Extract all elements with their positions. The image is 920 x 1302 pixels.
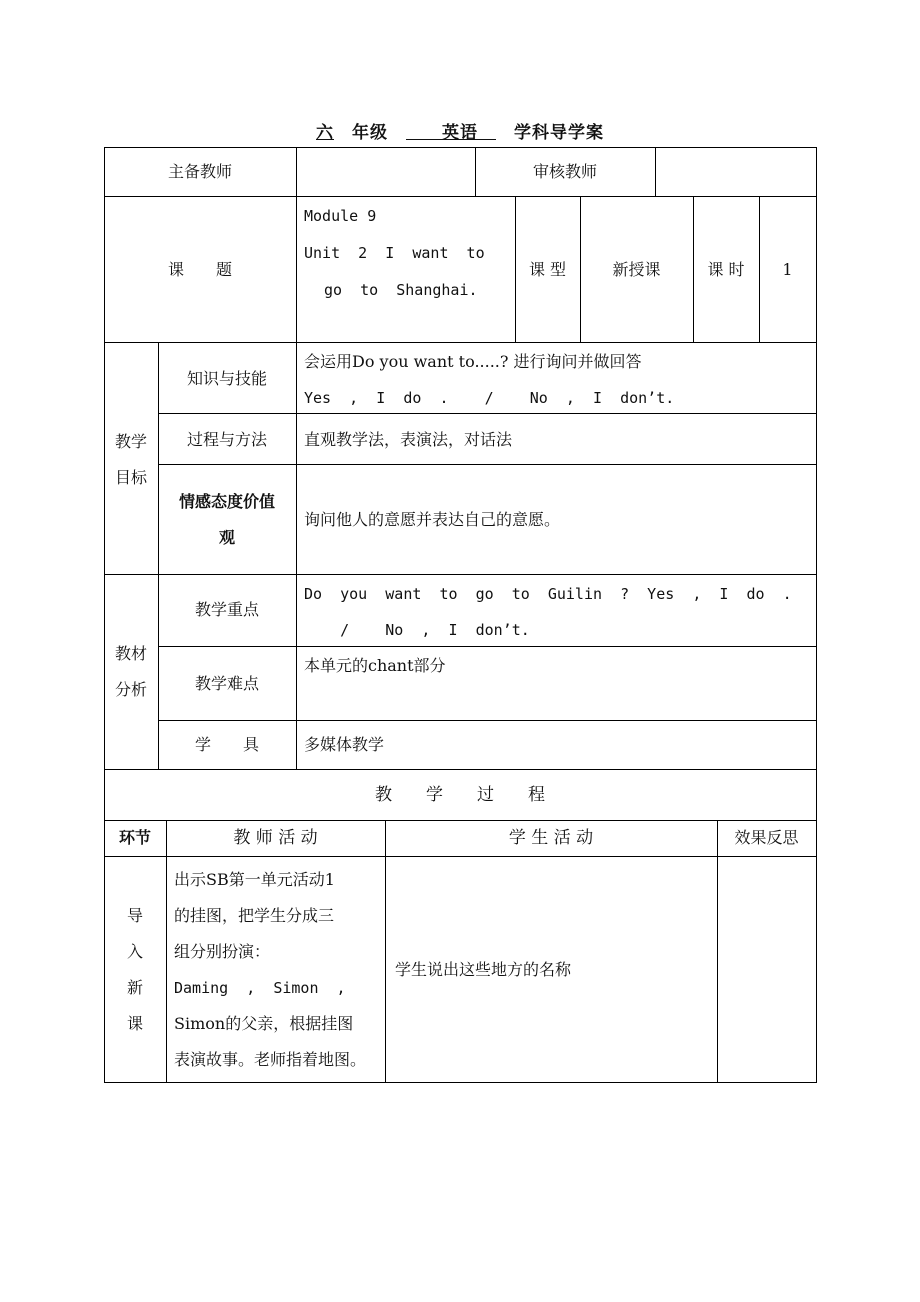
header-teacher: 教 师 活 动: [233, 828, 318, 848]
goal-knowledge-line-1: 会运用Do you want to.....? 进行询问并做回答: [304, 352, 642, 371]
goal-label-process: 过程与方法: [186, 430, 267, 449]
topic-line-2: Unit 2 I want to: [304, 244, 485, 262]
period-label: 课 时: [707, 260, 745, 279]
analysis-key-line-1: Do you want to go to Guilin ? Yes , I do .: [304, 585, 792, 603]
grade: 六: [316, 123, 334, 143]
type-label: 课 型: [528, 260, 567, 279]
goal-label-knowledge: 知识与技能: [186, 369, 267, 388]
student-activity: 学生说出这些地方的名称: [395, 960, 572, 979]
teacher-line: 组分别扮演：: [174, 942, 271, 961]
lead-teacher-label: 主备教师: [167, 162, 232, 181]
topic-line-3: go to Shanghai.: [324, 281, 478, 299]
goals-group-label: 教学 目标: [114, 432, 147, 487]
analysis-label-tools: 学 具: [194, 735, 259, 754]
topic-line-1: Module 9: [304, 207, 377, 225]
period-value: 1: [782, 260, 793, 279]
analysis-key-line-2: / No , I don’t.: [304, 621, 530, 639]
header-stage: 环节: [118, 828, 151, 847]
teacher-line: Daming , Simon ,: [174, 979, 346, 997]
goal-knowledge-line-2: Yes , I do . / No , I don’t.: [304, 389, 675, 407]
analysis-label-key: 教学重点: [194, 600, 259, 619]
grade-suffix: 年级: [352, 123, 388, 143]
doc-type: 学科导学案: [514, 123, 604, 143]
analysis-group-label: 教材 分析: [114, 644, 147, 699]
goal-label-attitude: 情感态度价值 观: [178, 492, 275, 547]
stage-cell: 导 入 新 课: [126, 906, 143, 1033]
reviewer-label: 审核教师: [532, 162, 597, 181]
goal-attitude-text: 询问他人的意愿并表达自己的意愿。: [304, 510, 561, 529]
topic-label: 课 题: [167, 260, 232, 279]
teacher-line: 表演故事。老师指着地图。: [174, 1050, 367, 1069]
analysis-difficulty-text: 本单元的chant部分: [304, 656, 446, 675]
teacher-line: 的挂图，把学生分成三: [174, 906, 335, 925]
goal-process-text: 直观教学法，表演法，对话法: [304, 430, 513, 449]
analysis-label-difficulty: 教学难点: [194, 674, 259, 693]
analysis-tools-text: 多媒体教学: [304, 735, 385, 754]
teacher-line: 出示SB第一单元活动1: [174, 870, 335, 889]
process-title: 教 学 过 程: [375, 785, 545, 805]
document-title: [0, 118, 920, 143]
teacher-line: Simon的父亲，根据挂图: [174, 1014, 354, 1033]
type-value: 新授课: [612, 260, 661, 279]
header-student: 学 生 活 动: [508, 828, 594, 848]
header-reflection: 效果反思: [734, 828, 799, 847]
teacher-activity: [174, 862, 384, 1078]
subject: 英语: [442, 123, 478, 143]
